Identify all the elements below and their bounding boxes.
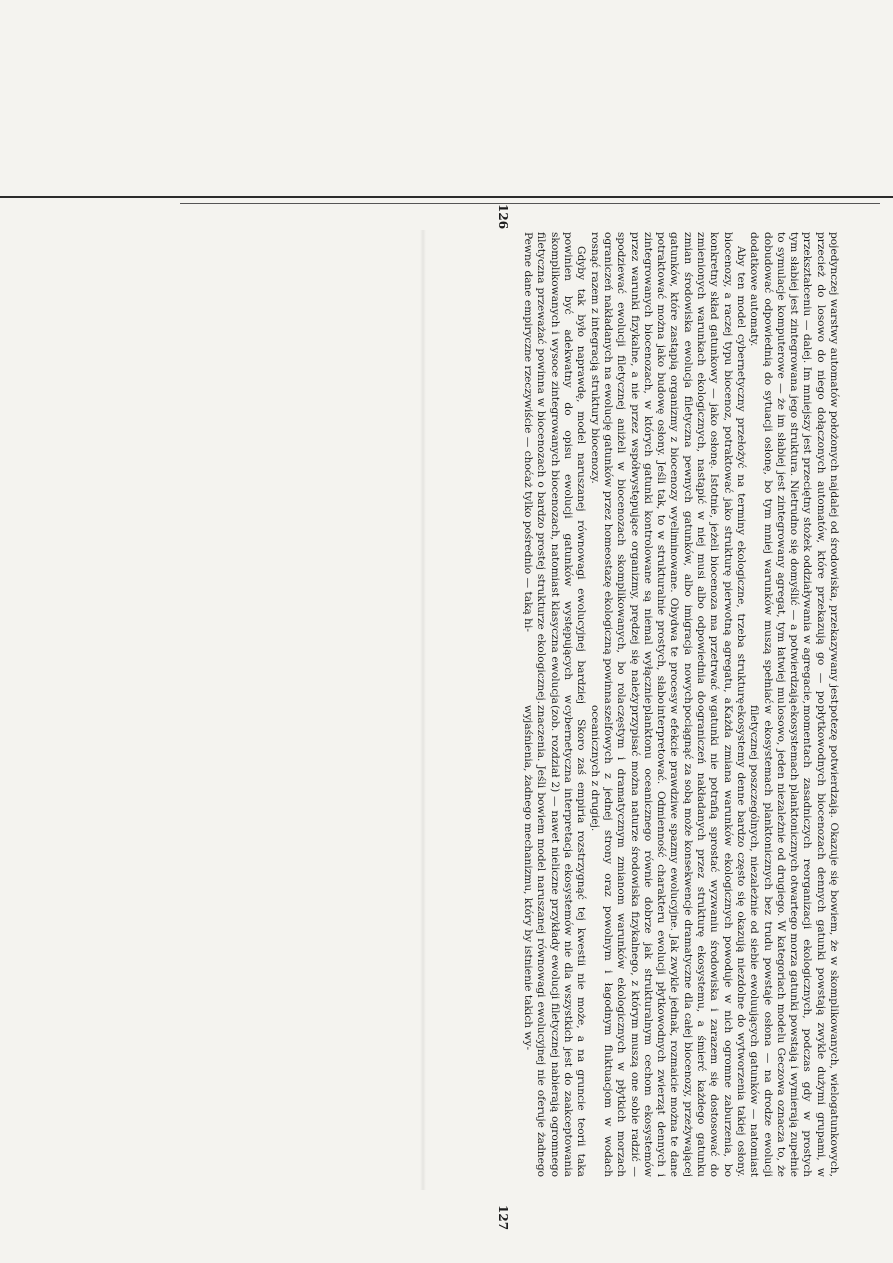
page-number: 126 [496, 204, 510, 230]
paragraph: potezę potwierdzają. Okazuje się bowiem, że w skomplikowanych, wielogatunkowych, płytkowodnych biocenozach dennych gatunki powstają zwykle dużymi grupami, w momentach zasadniczych reorganizacji ekologicznych, podczas gdy w prostych ekosystemach planktonicznych otwartego morza gatunki powstają i wymierają zupełnie losowo, jeden niezależnie od drugiego. W kategoriach modelu Geczowa oznacza to, że w ekosystemach planktonicznych bez trudu powstaje osłona — na drodze ewolucji filetycznej poszczególnych, niezależnie od siebie ewoluujących gatunków — natomiast ekosystemy denne bardzo często się okazują niezdolne do wytworzenia takiej osłony. Każda zmiana warunków ekologicznych powoduje w nich ogromne zaburzenia, bo gatunki nie potrafią sprostać wyzwaniu środowiska i zarazem się dostosować do ograniczeń nakładanych przez strukturę ekosystemu, a śmierć każdego gatunku pociągnąć za sobą może konsekwencje dramatyczne dla całej biocenozy, przeżywającej w efekcie prawdziwe spazmy ewolucyjne. Jak zwykle jednak, rozmaicie można te dane interpretować. Odmienność charakteru ewolucji płytkowodnych zwierząt dennych i planktonu oceanicznego równie dobrze jak strukturalnym cechom ekosystemów przypisać można naturze środowiska fizykalnego, z którym muszą one sobie radzić — częstym i dramatycznym zmianom warunków ekologicznych w płytkich morzach szelfowych z jednej strony oraz powolnym i łagodnym fluktuacjom w wodach oceanicznych z drugiej. [588, 705, 840, 1177]
page-126-text [500, 232, 840, 704]
book-gutter [420, 230, 426, 1190]
paragraph: pojedynczej warstwy automatów położonych najdalej od środowiska, przekazywany jest przecież do losowo do niego dołączonych automatów, które przekazują go — po przekształceniu — dalej. Im mniejszy jest przeciętny stożek oddziaływania w agregacie, tym słabiej jest zintegrowana jego struktura. Nietrudno się domyślić — a potwierdzają to symulacje komputerowe — że im słabiej jest zintegrowany agregat, tym łatwiej mu dobudować odpowiednią do sytuacji osłonę, bo tym mniej warunków muszą spełniać dodatkowe automaty. [748, 232, 840, 704]
page-top-rule [0, 196, 893, 198]
paragraph: Skoro zaś empiria rozstrzygnąć tej kwestii nie może, a na gruncie teorii taka cybernetyczna interpretacja ekosystemów nie dla wszystkich jest do zaakceptowania (zob. rozdział 2) — nawet nieliczne przykłady ewolucji filetycznej nabierają ogromnego znaczenia. Jeśli bowiem model naruszanej równowagi ewolucyjnej nie oferuje żadnego wyjaśnienia, żadnego mechanizmu, który by istnienie takich wy- [522, 705, 588, 1177]
page-126 [496, 204, 840, 732]
page-127 [496, 705, 840, 1231]
page-number: 127 [496, 1205, 510, 1231]
paragraph: Aby ten model cybernetyczny przełożyć na terminy ekologiczne, trzeba strukturę biocenozy, a raczej typu biocenoz, potraktować jako strukturę pierwotną agregatu, a konkretny skład gatunkowy — jako osłonę. Istotnie, jeżeli biocenoza ma przetrwać w zmienionych warunkach ekologicznych, nastąpić w niej musi albo odpowiednia do zmian środowiska ewolucja filetyczna pewnych gatunków, albo imigracja nowych gatunków, które zastąpią organizmy z biocenozy wyeliminowane. Obydwa te procesy potraktować można jako budowę osłony. Jeśli tak, to w strukturalnie prostych, słabo zintegrowanych biocenozach, w których gatunki kontrolowane są niemal wyłącznie przez warunki fizykalne, a nie przez współwystępujące organizmy, prędzej się należy spodziewać ewolucji filetycznej aniżeli w biocenozach skomplikowanych, bo rola ograniczeń nakładanych na ewolucję gatunków przez homeostazę ekologiczną powinna rosnąć razem z integracją struktury biocenozy. [588, 232, 747, 704]
paragraph: Gdyby tak było naprawdę, model naruszanej równowagi ewolucyjnej bardziej powinien być adekwatny do opisu ewolucji gatunków występujących w skomplikowanych i wysoce zintegrowanych biocenozach, natomiast klasyczna ewolucja filetyczna przeważać powinna w biocenozach o bardzo prostej strukturze ekologicznej. Pewne dane empiryczne rzeczywiście — choćaż tylko pośrednio — taką hi- [522, 232, 588, 704]
page-top-rule-thin [180, 203, 880, 204]
page-127-text [500, 705, 840, 1177]
